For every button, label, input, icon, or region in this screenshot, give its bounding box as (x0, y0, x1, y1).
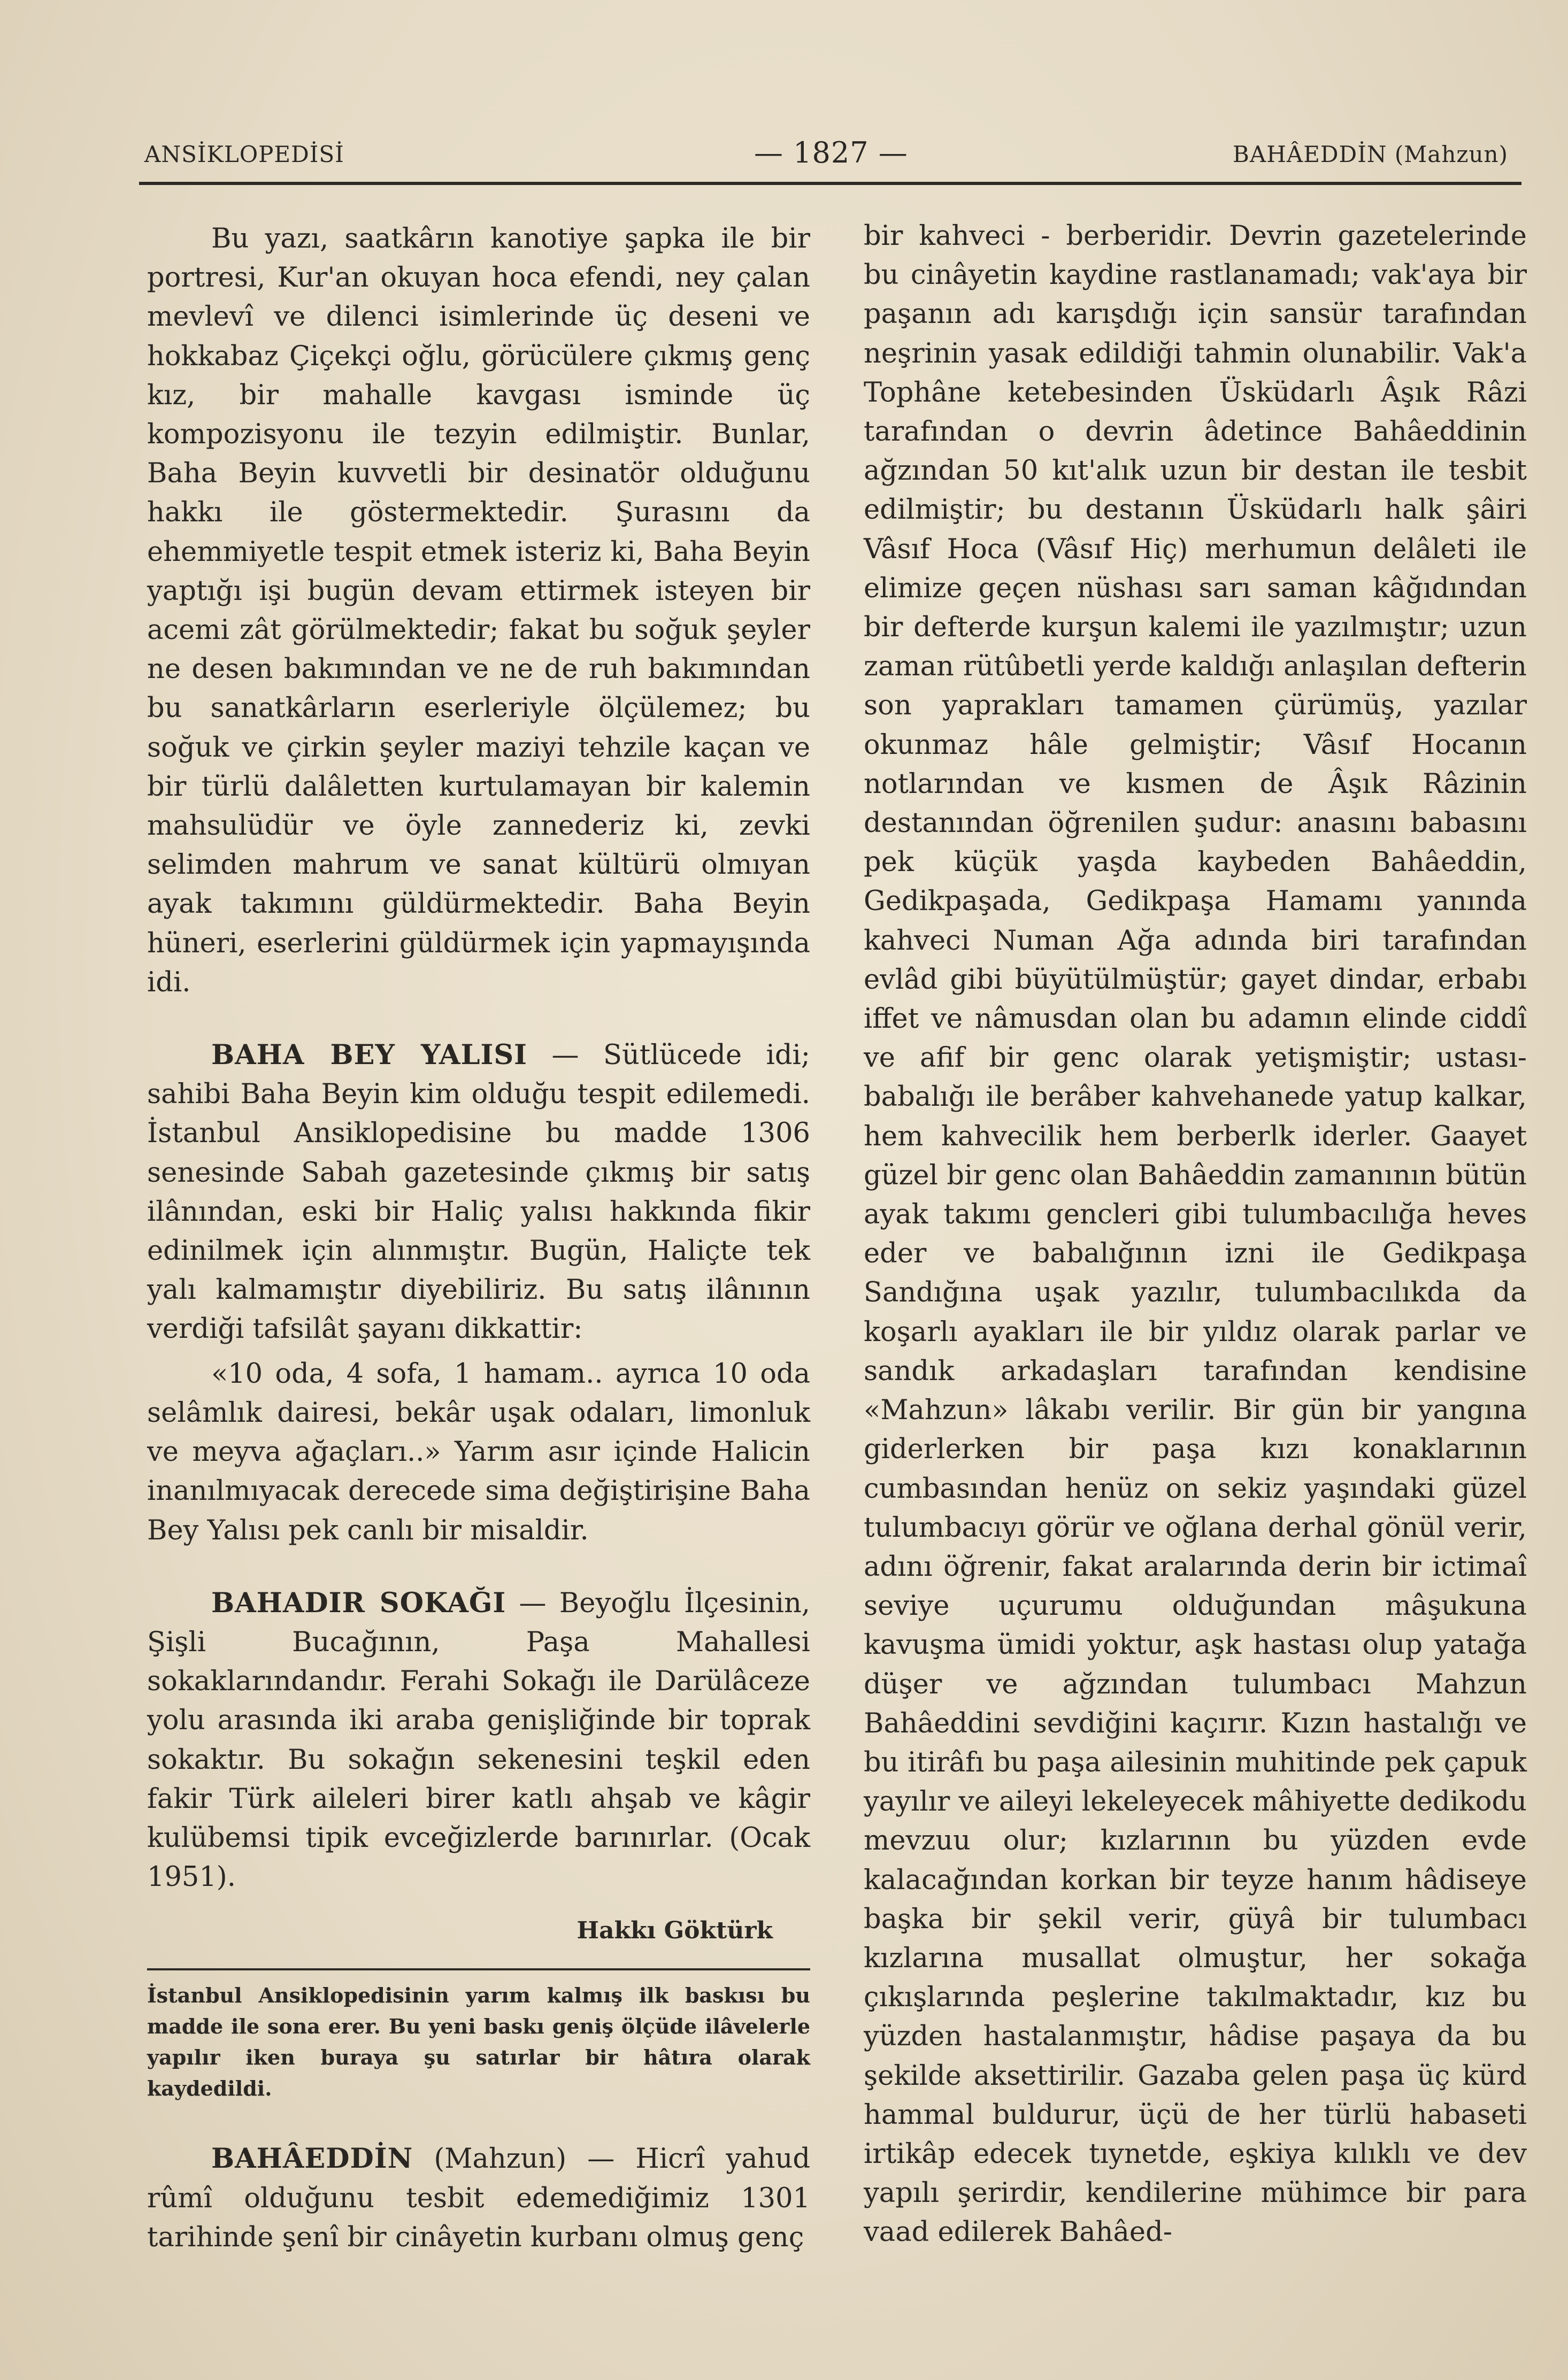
header-right: BAHÂEDDİN (Mahzun) (1233, 141, 1508, 167)
spacer (147, 2104, 810, 2139)
paragraph-bahaeddin-continued: bir kahveci - berberidir. Devrin gazetelerinde bu cinâyetin kaydine rastlanamadı; vak'aya bir paşanın adı karışdığı için sansür tarafından neşrinin yasak edildiği tahmin olunabilir. Vak'a Tophâne ketebesinden Üsküdarlı Âşık Râzi tarafından o devrin âdetince Bahâeddinin ağzından 50 kıt'alık uzun bir destan ile tesbit edilmiştir; bu destanın Üsküdarlı halk şâiri Vâsıf Hoca (Vâsıf Hiç) merhumun delâleti ile elimize geçen nüshası sarı saman kâğıdından bir defterde kurşun kalemi ile yazılmıştır; uzun zaman rütûbetli yerde kaldığı anlaşılan defterin son yaprakları tamamen çürümüş, yazılar okunmaz hâle gelmiştir; Vâsıf Hocanın notlarından ve kısmen de Âşık Râzinin destanından öğrenilen şudur: anasını babasını pek küçük yaşda kaybeden Bahâeddin, Gedikpaşada, Gedikpaşa Hamamı yanında kahveci Numan Ağa adında biri tarafından evlâd gibi büyütülmüştür; gayet dindar, erbabı iffet ve nâmusdan olan bu adamın elinde ciddî ve afif bir genc olarak yetişmiştir; ustası-babalığı ile berâber kahvehanede yatup kalkar, hem kahvecilik hem berberlk iderler. Gaayet güzel bir genc olan Bahâeddin zamanının bütün ayak takımı gencleri gibi tulumbacılığa heves eder ve babalığının izni ile Gedikpaşa Sandığına uşak yazılır, tulumbacılıkda da koşarlı ayakları ile bir yıldız olarak parlar ve sandık arkadaşları tarafından kendisine «Mahzun» lâkabı verilir. Bir gün bir yangına giderlerken bir paşa kızı konaklarının cumbasından henüz on sekiz yaşındaki güzel tulumbacıyı görür ve oğlana derhal gönül verir, adını öğrenir, fakat aralarında derin bir ictimaî seviye uçurumu olduğundan mâşukuna kavuşma ümidi yoktur, aşk hastası olup yatağa düşer ve ağzından tulumbacı Mahzun Bahâeddini sevdiğini kaçırır. Kızın hastalığı ve bu itirâfı bu paşa ailesinin muhitinde pek çapuk yayılır ve aileyi lekeleyecek mâhiyette dedikodu mevzuu olur; kızlarının bu yüzden evde kalacağından korkan bir teyze hanım hâdiseye başka bir şekil verir, güyâ bir tulumbacı kızlarına musallat olmuştur, her sokağa çıkışlarında peşlerine takılmaktadır, kız bu yüzden hastalanmıştır, hâdise paşaya da bu şekilde aksettirilir. Gazaba gelen paşa üç kürd hammal buldurur, üçü de her türlü habaseti irtikâp edecek tıynetde, eşkiya kılıklı ve dev yapılı şerirdir, kendilerine mühimce bir para vaad edilerek Bahâed- (864, 220, 1527, 2248)
entry-text: (Mahzun) — Hicrî yahud rûmî olduğunu tesbit edemediğimiz 1301 tarihinde şenî bir cinâyetin kurbanı olmuş genç (147, 2143, 810, 2253)
spacer (147, 1002, 810, 1036)
paragraph-intro: Bu yazı, saatkârın kanotiye şapka ile bir portresi, Kur'an okuyan hoca efendi, ney çalan mevlevî ve dilenci isimlerinde üç deseni ve hokkabaz Çiçekçi oğlu, görücülere çıkmış genç kız, bir mahalle kavgası isminde üç kompozisyonu ile tezyin edilmiştir. Bunlar, Baha Beyin kuvvetli bir desinatör olduğunu hakkı ile göstermektedir. Şurasını da ehemmiyetle tespit etmek isteriz ki, Baha Beyin yaptığı işi bugün devam ettirmek isteyen bir acemi zât görülmektedir; fakat bu soğuk şeyler ne desen bakımından ve ne de ruh bakımından bu sanatkârların eserleriyle ölçülemez; bu soğuk ve çirkin şeyler maziyi tehzile kaçan ve bir türlü dalâletten kurtulamayan bir kalemin mahsulüdür ve öyle zannederiz ki, zevki selimden mahrum ve sanat kültürü olmıyan ayak takımını güldürmektedir. Baha Beyin hüneri, eserlerini güldürmek için yapmayışında idi. (147, 223, 810, 998)
running-header (144, 134, 1508, 171)
editor-note: İstanbul Ansiklopedisinin yarım kalmış ilk baskısı bu madde ile sona erer. Bu yeni baskı geniş ölçüde ilâvelerle yapılır iken buraya şu satırlar bir hâtıra olarak kaydedildi. (147, 1983, 810, 2101)
entry-text: — Sütlücede idi; sahibi Baha Beyin kim olduğu tespit edilemedi. İstanbul Ansiklopedisine bu madde 1306 senesinde Sabah gazetesinde çıkmış bir satış ilânından, eski bir Haliç yalısı hakkında fikir edinilmek için alınmıştır. Bugün, Haliçte tek yalı kalmamıştır diyebiliriz. Bu satış ilânının verdiği tafsilât şayanı dikkattir: (147, 1039, 810, 1345)
header-rule (139, 182, 1521, 185)
entry-bahaeddin (147, 2139, 810, 2257)
entry-baha-bey-yalisi (147, 1036, 810, 1349)
paragraph-quote: «10 oda, 4 sofa, 1 hamam.. ayrıca 10 oda selâmlık dairesi, bekâr uşak odaları, limonluk ve meyva ağaçları..» Yarım asır içinde Halicin inanılmıyacak derecede sima değiştirişine Baha Bey Yalısı pek canlı bir misaldir. (147, 1358, 810, 1546)
left-column (147, 219, 810, 2257)
entry-title: BAHA BEY YALISI (211, 1039, 528, 1072)
spacer (147, 1550, 810, 1584)
right-column (864, 217, 1527, 2252)
author-signature: Hakkı Göktürk (577, 1917, 773, 1945)
page-number: — 1827 — (754, 136, 908, 170)
entry-title: BAHÂEDDİN (211, 2143, 413, 2175)
header-left: ANSİKLOPEDİSİ (144, 141, 344, 167)
entry-title: BAHADIR SOKAĞI (211, 1586, 506, 1619)
entry-text: — Beyoğlu İlçesinin, Şişli Bucağının, Paşa Mahallesi sokaklarındandır. Ferahi Sokağı ile Darülâceze yolu arasında iki araba genişliğinde bir toprak sokaktır. Bu sokağın sekenesini teşkil eden fakir Türk aileleri birer katlı ahşab ve kâgir kulübemsi tipik evceğizlerde barınırlar. (Ocak 1951). (147, 1587, 810, 1893)
entry-bahadir-sokagi (147, 1584, 810, 1897)
note-rule (147, 1968, 810, 1970)
